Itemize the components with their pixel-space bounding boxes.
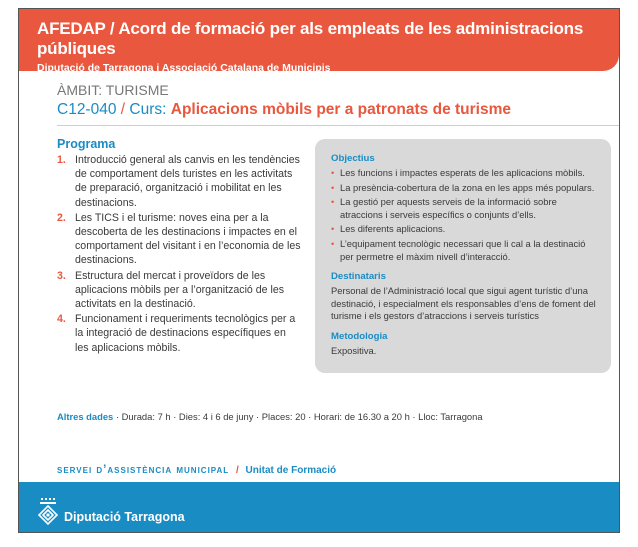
course-details — [57, 411, 483, 422]
item-text: La presència-cobertura de la zona en les apps més populars. — [340, 181, 595, 193]
item-number: 4. — [57, 313, 66, 326]
list-item — [331, 223, 597, 236]
document-page — [18, 8, 620, 533]
list-item — [57, 312, 301, 355]
diputacio-crest-icon — [37, 497, 59, 527]
list-item — [331, 238, 597, 263]
bullet-icon: • — [331, 196, 335, 208]
course-title-line — [57, 101, 511, 119]
bullet-icon: • — [331, 167, 335, 178]
list-item — [57, 211, 301, 268]
item-text: L’equipament tecnològic necessari que li cal a la destinació per permetre el màxim nivell d’interacció. — [340, 237, 586, 262]
logo-text: Diputació Tarragona — [64, 510, 185, 524]
item-text: Introducció general als canvis en les tendències de comportament dels turistes en les activitats de preparació, organització i mobilitat en les destinacions. — [75, 154, 300, 209]
divider — [57, 125, 619, 126]
info-box — [315, 139, 611, 373]
list-item — [331, 182, 597, 195]
destinataris-text: Personal de l’Administració local que sigui agent turístic d’una destinació, i especialment els responsables d’ens de foment del turisme i els gestors d’atraccions i serveis turístics — [331, 285, 596, 322]
header-title: AFEDAP / Acord de formació per als empleats de les administracions públiques — [37, 19, 584, 58]
item-text: Estructura del mercat i proveïdors de les aplicacions mòbils per a l’organització de les activitats en la destinació. — [75, 269, 285, 311]
bullet-icon: • — [331, 181, 335, 193]
objectius-title: Objectius — [331, 153, 375, 164]
item-number: 2. — [57, 211, 66, 224]
diputacio-logo — [37, 497, 185, 527]
objectius-list — [331, 167, 597, 263]
bullet-icon: • — [331, 223, 335, 235]
course-code: C12-040 — [57, 101, 117, 118]
ambit-label: ÀMBIT: TURISME — [57, 82, 169, 98]
metodologia-text: Expositiva. — [331, 344, 377, 356]
programa-list — [57, 153, 301, 355]
programa-title: Programa — [57, 137, 116, 151]
service-name: servei d’assistència municipal — [57, 464, 230, 476]
list-item — [57, 153, 301, 210]
service-unit: Unitat de Formació — [245, 465, 337, 476]
programa-section — [57, 137, 301, 356]
item-text: Les funcions i impactes esperats de les aplicacions mòbils. — [340, 167, 585, 178]
metodologia-title: Metodologia — [331, 330, 388, 342]
list-item — [57, 269, 301, 312]
destinataris-title: Destinataris — [331, 271, 386, 283]
item-text: Les TICS i el turisme: noves eina per a la descoberta de les destinacions i impactes en el comportament del visitant i en l’economia de les destinacions. — [75, 211, 301, 267]
header-subtitle: Diputació de Tarragona i Associació Catalana de Municipis — [37, 62, 331, 74]
service-separator: / — [235, 465, 239, 476]
list-item — [331, 167, 597, 180]
details-text: · Durada: 7 h · Dies: 4 i 6 de juny · Places: 20 · Horari: de 16.30 a 20 h · Lloc: Tarragona — [113, 411, 483, 422]
course-separator: / — [120, 101, 126, 118]
footer-banner — [19, 482, 619, 532]
item-number: 1. — [57, 154, 66, 166]
details-label: Altres dades — [57, 411, 114, 422]
item-text: Funcionament i requeriments tecnològics per a la integració de destinacions específiques en les aplicacions mòbils. — [75, 313, 296, 354]
course-name: Aplicacions mòbils per a patronats de turisme — [170, 101, 511, 118]
list-item — [331, 196, 597, 221]
header-banner — [19, 9, 619, 74]
item-text: La gestió per aquests serveis de la informació sobre atraccions i serveis específics o conjunts d’ells. — [340, 196, 557, 220]
bullet-icon: • — [331, 237, 335, 249]
item-text: Les diferents aplicacions. — [340, 223, 446, 235]
course-label: Curs: — [129, 101, 167, 118]
service-line — [57, 464, 336, 476]
item-number: 3. — [57, 269, 66, 282]
